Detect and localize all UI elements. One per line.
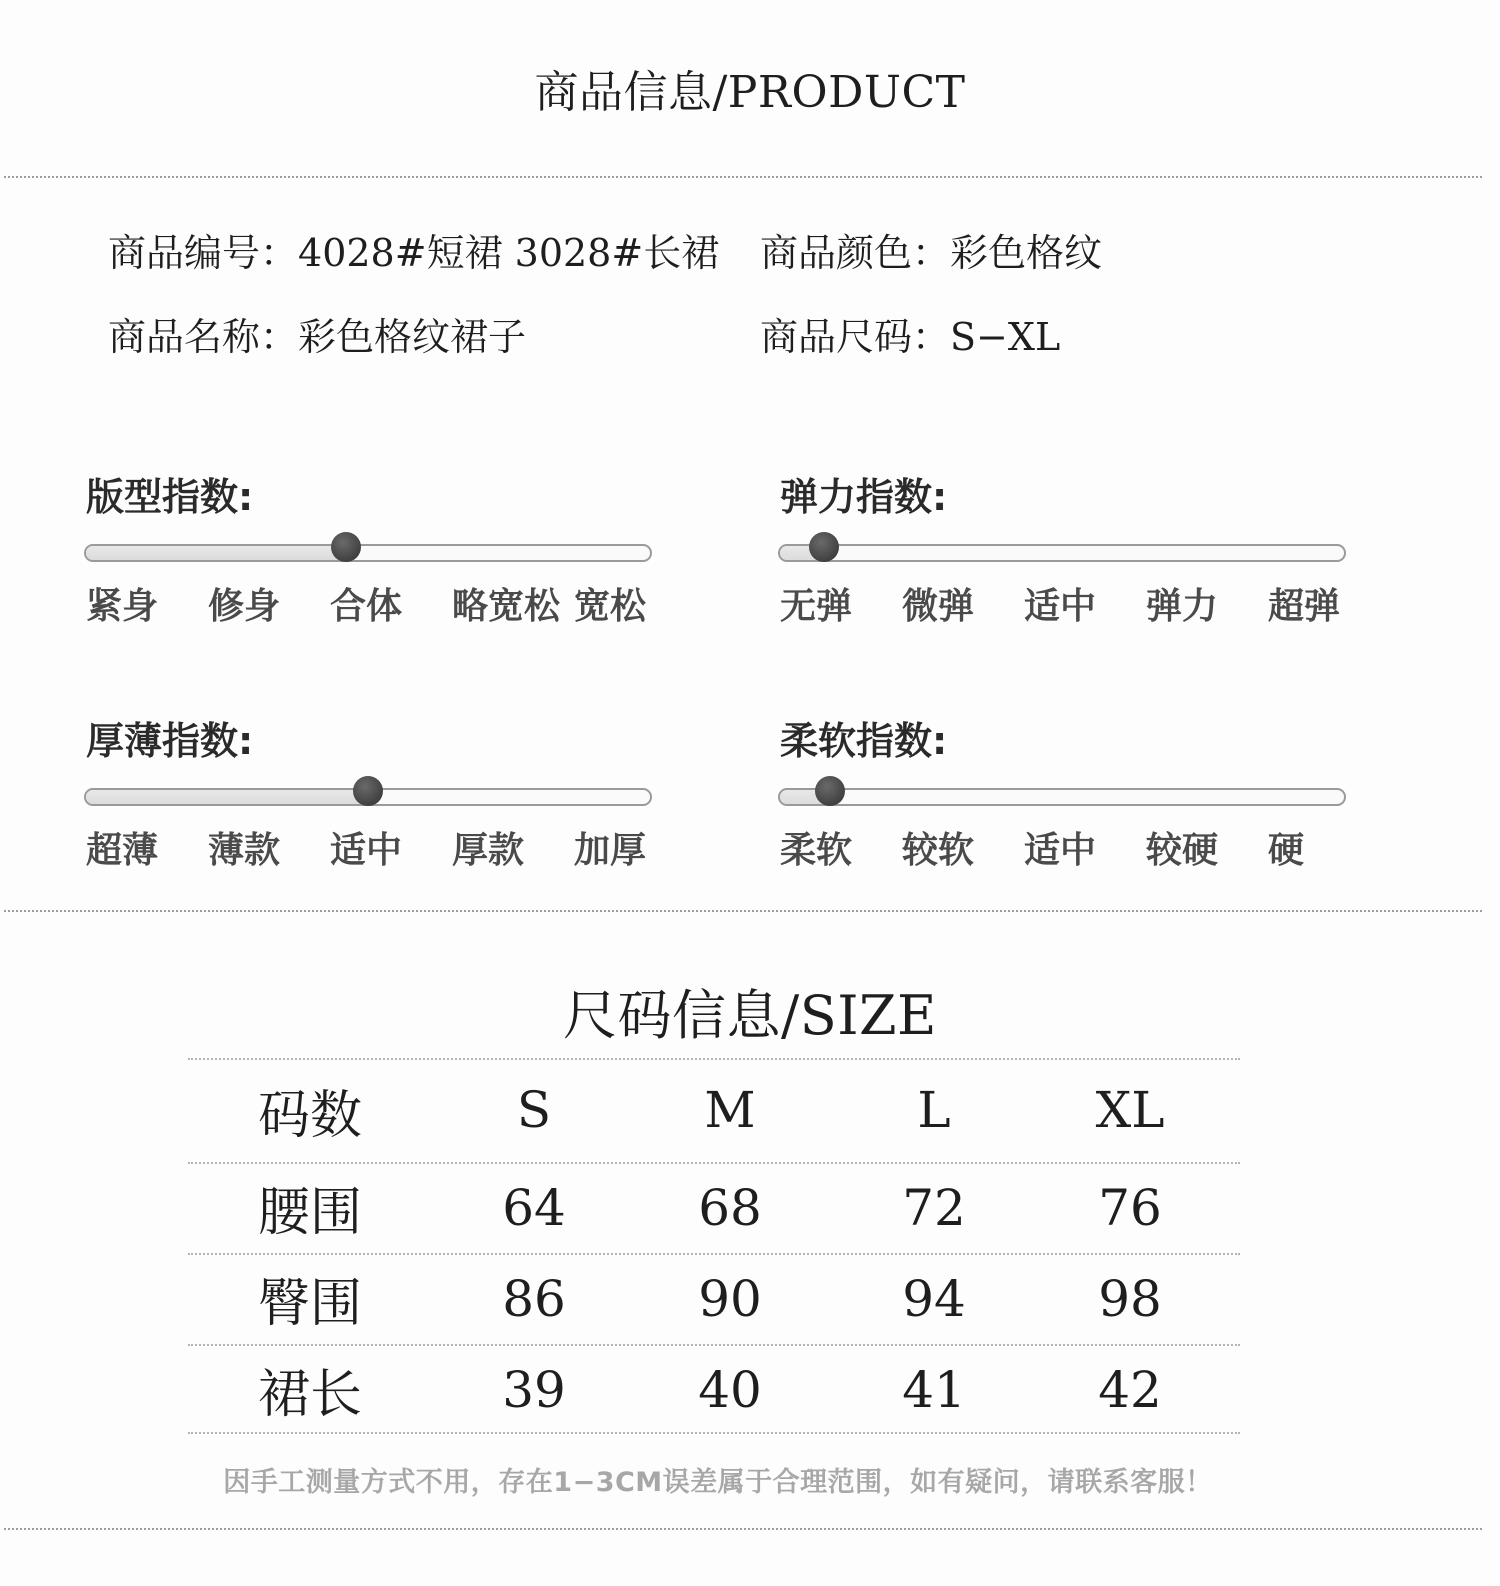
softness-index-option: 较硬: [1146, 830, 1219, 871]
thickness-index-option: 薄款: [208, 830, 281, 871]
elasticity-index-option: 超弹: [1268, 586, 1341, 627]
product-size: [760, 306, 1060, 361]
table-row: [188, 1344, 1240, 1435]
table-cell: 86: [502, 1269, 566, 1328]
product-color-value: 彩色格纹: [950, 231, 1103, 275]
fit-index-label: 版型指数:: [86, 475, 254, 519]
table-cell: 41: [902, 1360, 966, 1419]
table-header-cell: XL: [1095, 1081, 1165, 1139]
fit-index-fill: [86, 546, 348, 560]
table-cell: 72: [902, 1178, 966, 1237]
product-color: [760, 222, 1102, 277]
product-code-key: 商品编号：: [108, 231, 299, 275]
thickness-index-option: 适中: [330, 830, 403, 871]
fit-index-track: [84, 544, 652, 562]
elasticity-index-option: 弹力: [1146, 586, 1219, 627]
product-section-title: 商品信息/PRODUCT: [534, 67, 966, 118]
table-row-label: 裙长: [258, 1365, 363, 1425]
fit-index: [84, 466, 654, 641]
fit-index-option: 略宽松: [452, 586, 561, 627]
table-cell: 68: [698, 1178, 762, 1237]
fit-index-option: 修身: [208, 586, 281, 627]
product-name-key: 商品名称：: [108, 315, 299, 359]
table-cell: 98: [1098, 1269, 1162, 1328]
product-size-key: 商品尺码：: [760, 315, 951, 359]
divider: [4, 910, 1482, 912]
softness-index-option: 适中: [1024, 830, 1097, 871]
table-cell: 76: [1098, 1178, 1162, 1237]
elasticity-index-option: 微弹: [902, 586, 975, 627]
elasticity-index: [778, 466, 1348, 641]
thickness-index-option: 加厚: [574, 830, 647, 871]
product-code-value: 4028#短裙 3028#长裙: [298, 231, 720, 275]
table-row: [188, 1162, 1240, 1253]
table-cell: 64: [502, 1178, 566, 1237]
product-name-value: 彩色格纹裙子: [298, 315, 527, 359]
elasticity-index-option: 无弹: [780, 586, 853, 627]
softness-index-label: 柔软指数:: [780, 719, 948, 763]
softness-index: [778, 710, 1348, 885]
softness-index-knob: [815, 776, 845, 806]
softness-index-option: 柔软: [780, 830, 853, 871]
table-cell: 40: [698, 1360, 762, 1419]
thickness-index-option: 厚款: [452, 830, 525, 871]
table-header-cell: S: [516, 1081, 552, 1139]
fit-index-option: 宽松: [574, 586, 647, 627]
divider: [4, 176, 1482, 178]
table-cell: 42: [1098, 1360, 1162, 1419]
table-cell: 90: [698, 1269, 762, 1328]
table-header-row: [188, 1058, 1240, 1162]
fit-index-option: 合体: [330, 586, 403, 627]
table-row-label: 腰围: [258, 1183, 363, 1243]
fit-index-option: 紧身: [86, 586, 159, 627]
table-row: [188, 1253, 1240, 1344]
product-code: [108, 222, 719, 277]
thickness-index-knob: [353, 776, 383, 806]
divider: [4, 1528, 1482, 1530]
elasticity-index-label: 弹力指数:: [780, 475, 948, 519]
table-header-cell: M: [704, 1081, 756, 1139]
table-header-cell: 码数: [258, 1085, 363, 1146]
table-header-cell: L: [917, 1081, 951, 1139]
table-cell: 39: [502, 1360, 566, 1419]
thickness-index: [84, 710, 654, 885]
thickness-index-label: 厚薄指数:: [86, 719, 254, 763]
softness-index-option: 硬: [1268, 830, 1305, 871]
size-table: [188, 1058, 1240, 1435]
product-color-key: 商品颜色：: [760, 231, 951, 275]
elasticity-index-track: [778, 544, 1346, 562]
table-cell: 94: [902, 1269, 966, 1328]
elasticity-index-option: 适中: [1024, 586, 1097, 627]
product-name: [108, 306, 526, 361]
product-size-value: S−XL: [950, 315, 1061, 359]
size-section-title: 尺码信息/SIZE: [563, 984, 937, 1047]
softness-index-track: [778, 788, 1346, 806]
table-row-label: 臀围: [258, 1274, 363, 1334]
softness-index-option: 较软: [902, 830, 975, 871]
thickness-index-fill: [86, 790, 370, 804]
thickness-index-option: 超薄: [86, 830, 159, 871]
measurement-note: 因手工测量方式不用，存在1−3CM误差属于合理范围，如有疑问，请联系客服！: [223, 1467, 1213, 1498]
